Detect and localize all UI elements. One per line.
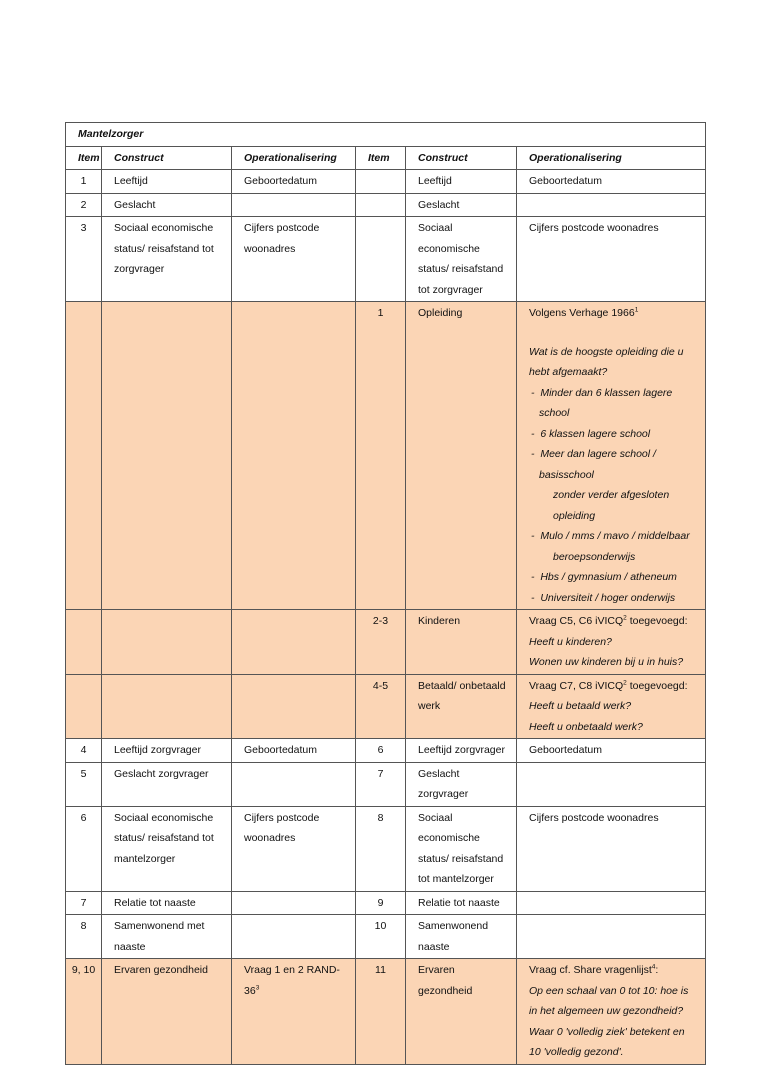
- list-item: - Minder dan 6 klassen lagere school: [531, 386, 673, 419]
- table-row: [66, 739, 706, 763]
- item2-cell: 8: [356, 806, 406, 891]
- item-cell: 3: [66, 217, 102, 302]
- empty-cell: [66, 674, 102, 739]
- gezondheid-question: Op een schaal van 0 tot 10: hoe is in het algemeen uw gezondheid? Waar 0 'volledig ziek' betekent en 10 'volledig gezond'.: [529, 984, 689, 1058]
- construct2-cell: Leeftijd: [406, 170, 517, 194]
- list-item: - 6 klassen lagere school: [531, 427, 651, 440]
- footnote-marker: 3: [255, 984, 260, 991]
- footnote-marker: 1: [634, 306, 639, 314]
- mantelzorger-table: [65, 122, 706, 1065]
- oper-cell: [232, 915, 356, 959]
- empty-cell: [102, 674, 232, 739]
- item2-cell: 6: [356, 739, 406, 763]
- construct-cell: Sociaal economische status/ reisafstand tot zorgvrager: [102, 217, 232, 302]
- oper2-cell: Cijfers postcode woonadres: [517, 217, 706, 302]
- empty-cell: [232, 674, 356, 739]
- item2-cell: 1: [356, 302, 406, 610]
- construct2-cell: Geslacht: [406, 193, 517, 217]
- construct2-cell: Ervaren gezondheid: [406, 959, 517, 1065]
- oper-cell: [232, 891, 356, 915]
- item-cell: 2: [66, 193, 102, 217]
- kinderen-row: [66, 610, 706, 675]
- construct2-cell: Kinderen: [406, 610, 517, 675]
- werk-oper-cell: Vraag C7, C8 iVICQ$^2$ toegevoegd: Heeft u betaald werk? Heeft u onbetaald werk?: [517, 674, 706, 739]
- item-cell: 5: [66, 762, 102, 806]
- oper-cell: Cijfers postcode woonadres: [232, 217, 356, 302]
- item-cell: 7: [66, 891, 102, 915]
- construct-cell: Ervaren gezondheid: [102, 959, 232, 1065]
- item-cell: 1: [66, 170, 102, 194]
- header-construct: Construct: [102, 146, 232, 170]
- oper-cell: [232, 762, 356, 806]
- kinderen-question-2: Wonen uw kinderen bij u in huis?: [529, 656, 684, 668]
- empty-cell: [66, 302, 102, 610]
- construct-cell: Relatie tot naaste: [102, 891, 232, 915]
- construct2-cell: Geslacht zorgvrager: [406, 762, 517, 806]
- item-cell: 8: [66, 915, 102, 959]
- kinderen-oper-cell: Vraag C5, C6 iVICQ$^2$ toegevoegd: Heeft u kinderen? Wonen uw kinderen bij u in huis?: [517, 610, 706, 675]
- opleiding-source: Volgens Verhage 1966$^1$: [529, 306, 639, 319]
- oper2-cell: Geboortedatum: [517, 170, 706, 194]
- construct-cell: Geslacht zorgvrager: [102, 762, 232, 806]
- footnote-marker: 2: [623, 614, 627, 622]
- header-item: Item: [66, 146, 102, 170]
- header-construct-2: Construct: [406, 146, 517, 170]
- item2-cell: 11: [356, 959, 406, 1065]
- construct-cell: Leeftijd: [102, 170, 232, 194]
- table-row: [66, 915, 706, 959]
- oper-cell: Geboortedatum: [232, 170, 356, 194]
- oper-cell: Cijfers postcode woonadres: [232, 806, 356, 891]
- item2-cell: 9: [356, 891, 406, 915]
- construct-cell: Leeftijd zorgvrager: [102, 739, 232, 763]
- construct-cell: Geslacht: [102, 193, 232, 217]
- gezondheid-row: [66, 959, 706, 1065]
- footnote-marker: 2: [623, 679, 627, 686]
- construct2-cell: Relatie tot naaste: [406, 891, 517, 915]
- kinderen-question-1: Heeft u kinderen?: [529, 635, 612, 648]
- werk-row: [66, 674, 706, 739]
- item-cell: 9, 10: [66, 959, 102, 1065]
- werk-question-1: Heeft u betaald werk?: [529, 700, 632, 712]
- item2-cell: [356, 217, 406, 302]
- table-row: [66, 891, 706, 915]
- oper2-cell: Geboortedatum: [517, 739, 706, 763]
- oper2-cell: [517, 915, 706, 959]
- list-item: - Hbs / gymnasium / atheneum: [531, 571, 677, 583]
- oper-cell: [232, 193, 356, 217]
- item2-cell: 7: [356, 762, 406, 806]
- oper2-cell: [517, 193, 706, 217]
- construct2-cell: Sociaal economische status/ reisafstand tot zorgvrager: [406, 217, 517, 302]
- gezondheid-oper-cell: Vraag cf. Share vragenlijst$^4$: Op een schaal van 0 tot 10: hoe is in het algemeen uw gezondheid? Waar 0 'volledig ziek' betekent en 10 'volledig gezond'.: [517, 959, 706, 1065]
- table-row: [66, 170, 706, 194]
- werk-question-2: Heeft u onbetaald werk?: [529, 720, 643, 733]
- list-item: - Mulo / mms / mavo / middelbaar beroepsonderwijs: [531, 530, 690, 563]
- construct2-cell: Samenwonend naaste: [406, 915, 517, 959]
- construct-cell: Samenwonend met naaste: [102, 915, 232, 959]
- table-row: [66, 806, 706, 891]
- item2-cell: [356, 170, 406, 194]
- table-row: [66, 193, 706, 217]
- header-operationalisering: Operationalisering: [232, 146, 356, 170]
- item-cell: 6: [66, 806, 102, 891]
- empty-cell: [102, 610, 232, 675]
- empty-cell: [102, 302, 232, 610]
- empty-cell: [232, 610, 356, 675]
- table-row: [66, 762, 706, 806]
- header-item-2: Item: [356, 146, 406, 170]
- item2-cell: 4-5: [356, 674, 406, 739]
- list-item: - Meer dan lagere school / basisschool zonder verder afgesloten opleiding: [531, 448, 670, 522]
- item-cell: 4: [66, 739, 102, 763]
- item2-cell: 10: [356, 915, 406, 959]
- list-item: - Universiteit / hoger onderwijs: [531, 591, 676, 604]
- header-row: [66, 146, 706, 170]
- header-operationalisering-2: Operationalisering: [517, 146, 706, 170]
- construct2-cell: Leeftijd zorgvrager: [406, 739, 517, 763]
- oper-cell: Geboortedatum: [232, 739, 356, 763]
- construct2-cell: Betaald/ onbetaald werk: [406, 674, 517, 739]
- construct2-cell: Opleiding: [406, 302, 517, 610]
- opleiding-oper-cell: [517, 302, 706, 610]
- item2-cell: 2-3: [356, 610, 406, 675]
- oper-cell: Vraag 1 en 2 RAND-$36^3$: [232, 959, 356, 1065]
- empty-cell: [232, 302, 356, 610]
- opleiding-question: Wat is de hoogste opleiding die u hebt afgemaakt?: [529, 345, 684, 378]
- oper2-cell: [517, 891, 706, 915]
- opleiding-row: [66, 302, 706, 610]
- table-title: Mantelzorger: [66, 123, 706, 147]
- table-row: [66, 217, 706, 302]
- oper2-cell: Cijfers postcode woonadres: [517, 806, 706, 891]
- construct2-cell: Sociaal economische status/ reisafstand tot mantelzorger: [406, 806, 517, 891]
- item2-cell: [356, 193, 406, 217]
- opleiding-options: [529, 383, 699, 609]
- footnote-marker: 4: [651, 963, 656, 971]
- construct-cell: Sociaal economische status/ reisafstand tot mantelzorger: [102, 806, 232, 891]
- oper2-cell: [517, 762, 706, 806]
- empty-cell: [66, 610, 102, 675]
